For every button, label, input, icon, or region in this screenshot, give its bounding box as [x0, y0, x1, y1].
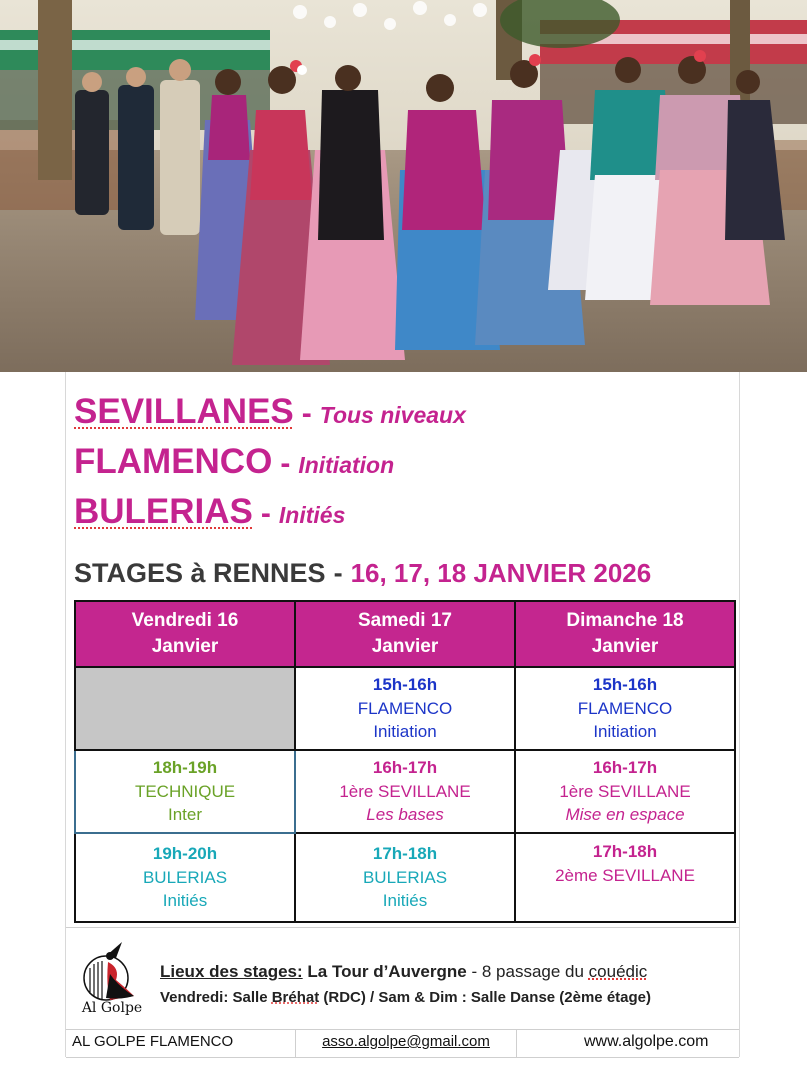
title-sevillanes	[74, 392, 466, 432]
session-detail: Initiés	[382, 891, 428, 911]
session-name: 2ème SEVILLANE	[555, 865, 695, 885]
footer-divider	[66, 927, 739, 928]
empty-cell	[75, 667, 295, 750]
session-cell	[515, 750, 735, 833]
venue-line-2	[160, 989, 651, 1006]
title-main: BULERIAS	[74, 492, 253, 531]
session-detail: Initiation	[373, 722, 437, 742]
session-detail: Initiés	[162, 891, 208, 911]
table-row	[75, 667, 735, 750]
hero-photo	[0, 0, 807, 372]
session-time: 16h-17h	[372, 758, 438, 778]
session-name: 1ère SEVILLANE	[559, 781, 691, 801]
session-cell	[295, 750, 515, 833]
title-dash: -	[280, 447, 291, 480]
session-cell	[295, 667, 515, 750]
venue-rooms-a: Vendredi: Salle	[160, 989, 272, 1006]
header-day: Vendredi 16	[131, 610, 239, 631]
session-cell	[295, 833, 515, 922]
footer-website-link[interactable]: www.algolpe.com	[584, 1033, 709, 1050]
table-row	[75, 833, 735, 922]
title-level: Tous niveaux	[319, 402, 466, 428]
session-name: BULERIAS	[142, 867, 228, 887]
venue-line-1	[160, 962, 647, 982]
header-friday	[75, 601, 295, 667]
session-name: FLAMENCO	[577, 698, 673, 718]
header-sunday	[515, 601, 735, 667]
title-main: FLAMENCO	[74, 442, 273, 481]
header-day: Dimanche 18	[566, 610, 684, 631]
title-main: SEVILLANES	[74, 392, 294, 431]
session-name: BULERIAS	[362, 867, 448, 887]
session-time: 16h-17h	[592, 758, 658, 778]
session-name: FLAMENCO	[357, 698, 453, 718]
session-detail: Initiation	[593, 722, 657, 742]
venue-rooms-b: Bréhat	[271, 989, 320, 1006]
stages-label: STAGES à RENNES	[74, 558, 326, 588]
venue-name: La Tour d’Auvergne	[307, 962, 467, 981]
title-dash: -	[301, 397, 312, 430]
stages-heading	[74, 558, 651, 589]
footer-column-divider	[516, 1030, 517, 1057]
page-frame-left	[65, 372, 66, 1057]
stages-dates: 16, 17, 18 JANVIER 2026	[350, 558, 652, 588]
venue-label: Lieux des stages:	[160, 962, 303, 981]
session-time: 15h-16h	[372, 675, 438, 695]
stages-dash: -	[333, 558, 343, 588]
session-time: 17h-18h	[372, 844, 438, 864]
session-detail: Mise en espace	[565, 805, 685, 825]
session-cell	[75, 833, 295, 922]
header-month: Janvier	[591, 636, 659, 657]
session-detail: Les bases	[366, 805, 444, 825]
venue-dash: -	[471, 962, 478, 981]
title-level: Initiés	[278, 502, 346, 528]
logo-wordmark: Al Golpe	[81, 1000, 143, 1016]
title-bulerias	[74, 492, 345, 532]
title-dash: -	[260, 497, 271, 530]
title-level: Initiation	[298, 452, 395, 478]
footer-divider	[66, 1057, 739, 1058]
venue-address-street: couédic	[588, 962, 648, 981]
session-time: 15h-16h	[592, 675, 658, 695]
session-cell	[75, 750, 295, 833]
footer-email-link[interactable]: asso.algolpe@gmail.com	[322, 1033, 490, 1050]
schedule-header-row	[75, 601, 735, 667]
session-name: 1ère SEVILLANE	[339, 781, 471, 801]
session-cell	[515, 833, 735, 922]
venue-rooms-c: (RDC) / Sam & Dim : Salle Danse (2ème étage)	[319, 989, 651, 1006]
header-month: Janvier	[371, 636, 439, 657]
session-detail: Inter	[167, 805, 203, 825]
header-day: Samedi 17	[358, 610, 452, 631]
page-frame-right	[739, 372, 740, 1057]
footer-org-name: AL GOLPE FLAMENCO	[72, 1033, 234, 1050]
table-row	[75, 750, 735, 833]
venue-address	[482, 962, 647, 981]
session-time: 19h-20h	[152, 844, 218, 864]
title-flamenco	[74, 442, 394, 482]
header-saturday	[295, 601, 515, 667]
venue-address-pre: 8 passage du	[481, 962, 589, 981]
schedule-table	[74, 600, 736, 923]
session-time: 17h-18h	[592, 842, 658, 861]
header-month: Janvier	[151, 636, 219, 657]
session-cell	[515, 667, 735, 750]
session-name: TECHNIQUE	[134, 781, 236, 801]
session-time: 18h-19h	[152, 758, 218, 778]
footer-divider	[66, 1029, 739, 1030]
